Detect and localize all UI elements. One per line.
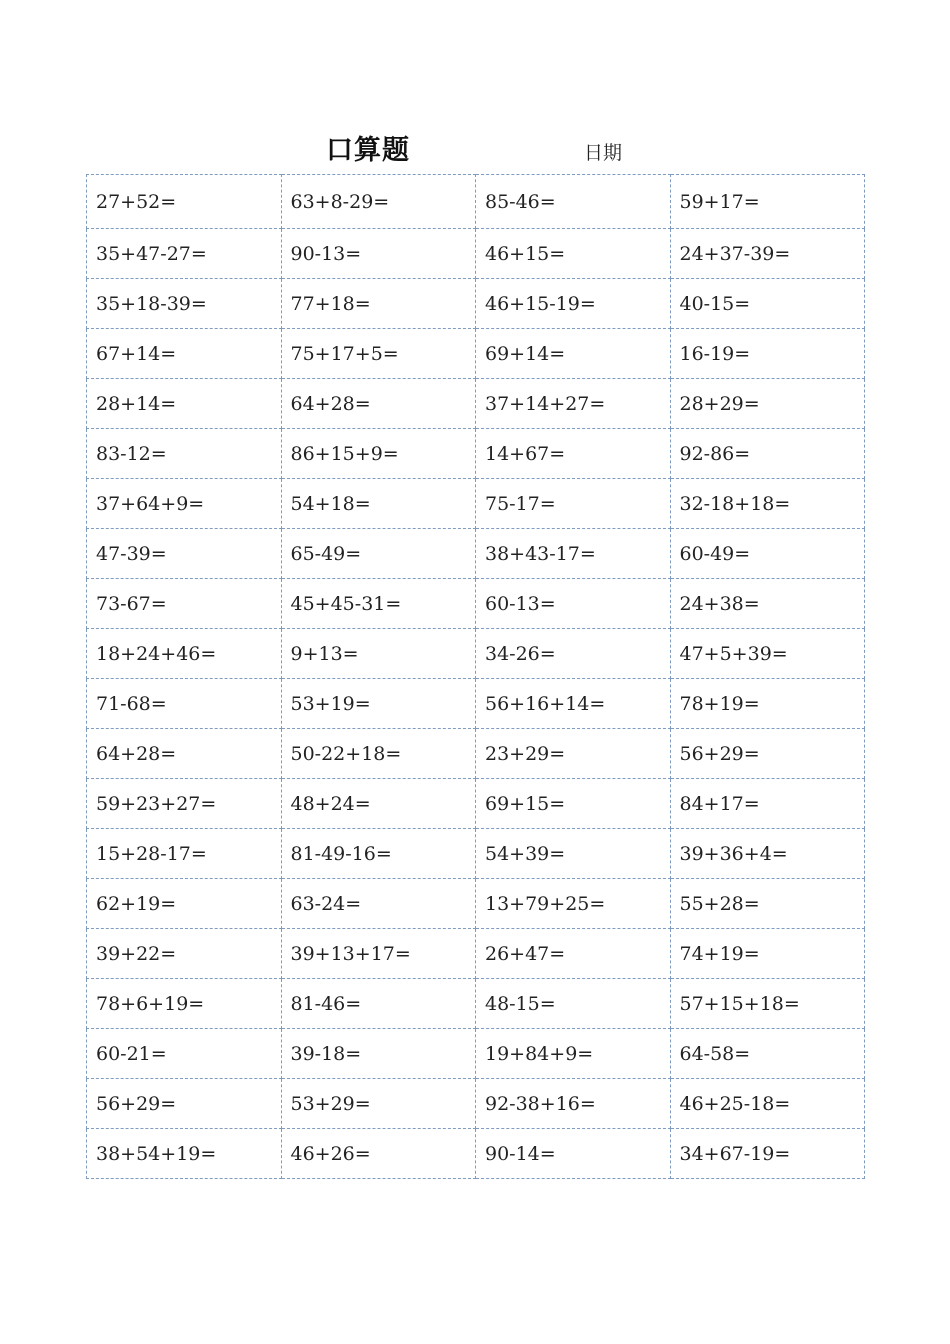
problem-cell: 35+47-27= (87, 229, 282, 279)
problem-row (87, 379, 865, 429)
problem-row (87, 229, 865, 279)
problem-row (87, 829, 865, 879)
problem-cell: 13+79+25= (476, 879, 671, 929)
problem-cell: 56+29= (87, 1079, 282, 1129)
problem-row (87, 579, 865, 629)
problem-cell: 39+22= (87, 929, 282, 979)
problem-row (87, 529, 865, 579)
problem-cell: 64+28= (281, 379, 476, 429)
problem-cell: 90-13= (281, 229, 476, 279)
problem-row (87, 1129, 865, 1179)
problem-row (87, 1029, 865, 1079)
problem-cell: 63+8-29= (281, 175, 476, 229)
problem-cell: 86+15+9= (281, 429, 476, 479)
problem-cell: 81-49-16= (281, 829, 476, 879)
problem-cell: 39-18= (281, 1029, 476, 1079)
problem-cell: 24+38= (670, 579, 865, 629)
problem-cell: 69+14= (476, 329, 671, 379)
problem-cell: 81-46= (281, 979, 476, 1029)
problem-row (87, 479, 865, 529)
problem-cell: 64-58= (670, 1029, 865, 1079)
problem-row (87, 175, 865, 229)
problem-cell: 9+13= (281, 629, 476, 679)
problem-cell: 64+28= (87, 729, 282, 779)
problem-cell: 35+18-39= (87, 279, 282, 329)
problem-row (87, 279, 865, 329)
problem-cell: 28+29= (670, 379, 865, 429)
problem-cell: 60-13= (476, 579, 671, 629)
problem-cell: 19+84+9= (476, 1029, 671, 1079)
problem-cell: 53+29= (281, 1079, 476, 1129)
problem-cell: 84+17= (670, 779, 865, 829)
problem-cell: 39+36+4= (670, 829, 865, 879)
problem-cell: 46+26= (281, 1129, 476, 1179)
problem-cell: 90-14= (476, 1129, 671, 1179)
problem-cell: 15+28-17= (87, 829, 282, 879)
problem-cell: 23+29= (476, 729, 671, 779)
problem-row (87, 629, 865, 679)
problem-cell: 73-67= (87, 579, 282, 629)
problem-cell: 75-17= (476, 479, 671, 529)
problem-cell: 92-86= (670, 429, 865, 479)
problem-cell: 38+43-17= (476, 529, 671, 579)
problem-cell: 83-12= (87, 429, 282, 479)
problem-row (87, 779, 865, 829)
problem-row (87, 929, 865, 979)
problem-cell: 59+23+27= (87, 779, 282, 829)
problem-cell: 53+19= (281, 679, 476, 729)
problem-cell: 38+54+19= (87, 1129, 282, 1179)
problem-cell: 39+13+17= (281, 929, 476, 979)
problem-cell: 37+64+9= (87, 479, 282, 529)
problem-cell: 63-24= (281, 879, 476, 929)
problem-row (87, 729, 865, 779)
problem-cell: 56+29= (670, 729, 865, 779)
problem-cell: 34+67-19= (670, 1129, 865, 1179)
problem-cell: 85-46= (476, 175, 671, 229)
problem-cell: 48+24= (281, 779, 476, 829)
problem-cell: 74+19= (670, 929, 865, 979)
problem-cell: 37+14+27= (476, 379, 671, 429)
problem-cell: 46+15-19= (476, 279, 671, 329)
problem-row (87, 1079, 865, 1129)
problem-cell: 16-19= (670, 329, 865, 379)
problem-grid (86, 174, 865, 1179)
problem-row (87, 329, 865, 379)
problem-cell: 57+15+18= (670, 979, 865, 1029)
problem-cell: 32-18+18= (670, 479, 865, 529)
problem-cell: 47+5+39= (670, 629, 865, 679)
problem-cell: 40-15= (670, 279, 865, 329)
problem-cell: 69+15= (476, 779, 671, 829)
problem-cell: 46+15= (476, 229, 671, 279)
problem-cell: 71-68= (87, 679, 282, 729)
problem-cell: 54+18= (281, 479, 476, 529)
problem-row (87, 429, 865, 479)
problem-cell: 77+18= (281, 279, 476, 329)
problem-cell: 78+19= (670, 679, 865, 729)
problem-cell: 59+17= (670, 175, 865, 229)
problem-row (87, 879, 865, 929)
problem-cell: 14+67= (476, 429, 671, 479)
problem-cell: 28+14= (87, 379, 282, 429)
problem-cell: 47-39= (87, 529, 282, 579)
problem-cell: 18+24+46= (87, 629, 282, 679)
problem-cell: 55+28= (670, 879, 865, 929)
problem-cell: 45+45-31= (281, 579, 476, 629)
problem-cell: 46+25-18= (670, 1079, 865, 1129)
problem-cell: 65-49= (281, 529, 476, 579)
page-title: 口算题 (326, 135, 410, 166)
problem-grid-body (87, 175, 865, 1179)
problem-cell: 24+37-39= (670, 229, 865, 279)
problem-cell: 50-22+18= (281, 729, 476, 779)
problem-cell: 60-21= (87, 1029, 282, 1079)
problem-cell: 60-49= (670, 529, 865, 579)
date-label: 日期 (584, 142, 623, 164)
problem-cell: 34-26= (476, 629, 671, 679)
problem-row (87, 979, 865, 1029)
problem-cell: 26+47= (476, 929, 671, 979)
problem-cell: 48-15= (476, 979, 671, 1029)
problem-cell: 92-38+16= (476, 1079, 671, 1129)
problem-cell: 56+16+14= (476, 679, 671, 729)
problem-cell: 67+14= (87, 329, 282, 379)
problem-row (87, 679, 865, 729)
problem-cell: 75+17+5= (281, 329, 476, 379)
problem-cell: 54+39= (476, 829, 671, 879)
problem-cell: 78+6+19= (87, 979, 282, 1029)
problem-cell: 27+52= (87, 175, 282, 229)
problem-cell: 62+19= (87, 879, 282, 929)
